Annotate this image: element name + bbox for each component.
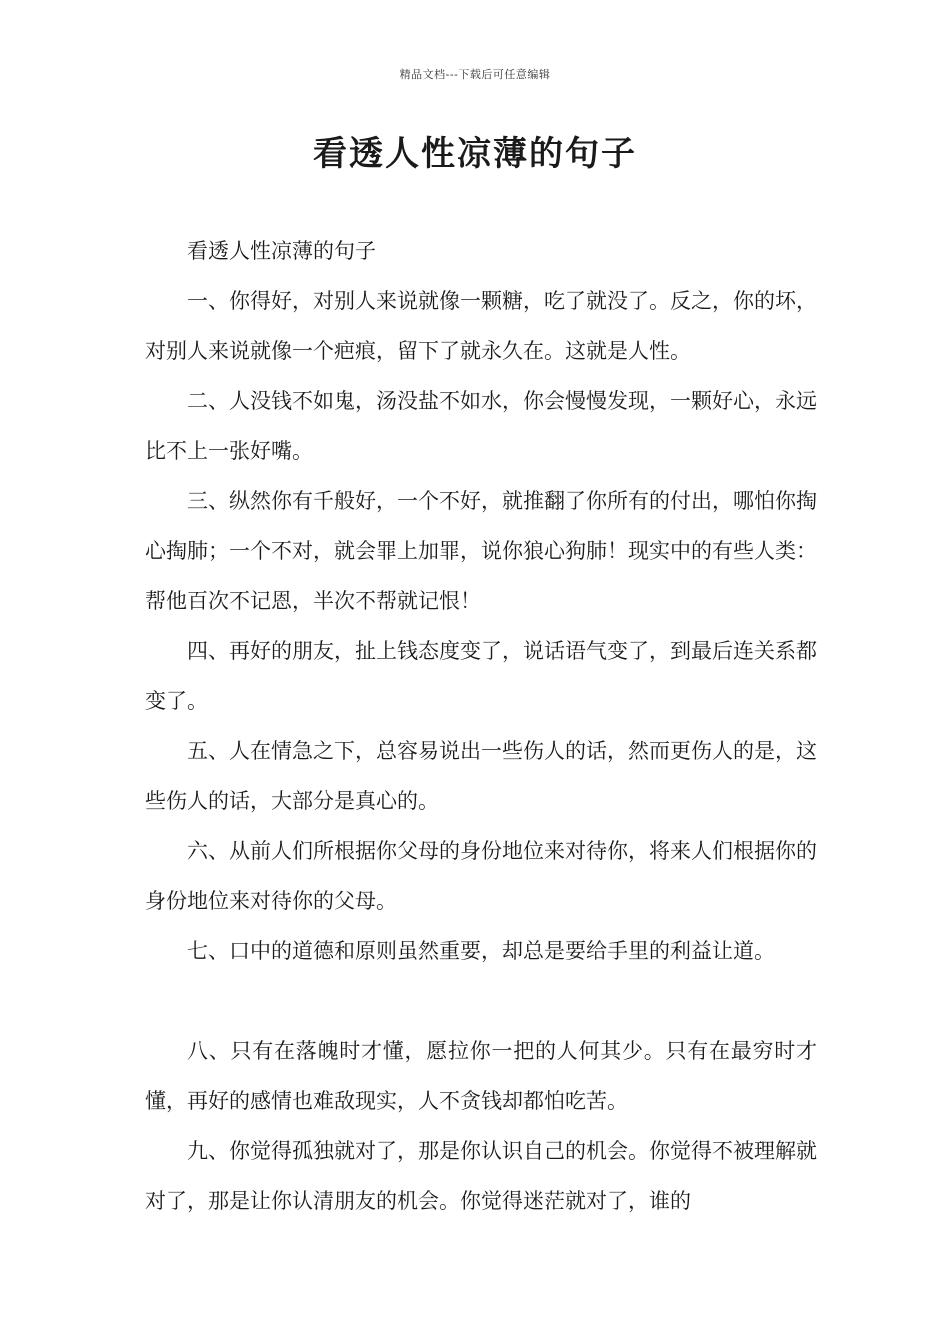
paragraph-2: 二、人没钱不如鬼，汤没盐不如水，你会慢慢发现，一颗好心，永远比不上一张好嘴。 — [145, 389, 817, 463]
paragraph-9: 九、你觉得孤独就对了，那是你认识自己的机会。你觉得不被理解就对了，那是让你认清朋友的机会。你觉得迷茫就对了，谁的 — [145, 1139, 817, 1213]
paragraph-4: 四、再好的朋友，扯上钱态度变了，说话语气变了，到最后连关系都变了。 — [145, 639, 817, 713]
paragraph-3: 三、纵然你有千般好，一个不好，就推翻了你所有的付出，哪怕你掏心掏肺；一个不对，就会罪上加罪，说你狼心狗肺！现实中的有些人类：帮他百次不记恩，半次不帮就记恨！ — [145, 489, 817, 613]
paragraph-1: 一、你得好，对别人来说就像一颗糖，吃了就没了。反之，你的坏，对别人来说就像一个疤痕，留下了就永久在。这就是人性。 — [145, 289, 817, 363]
paragraph-8: 八、只有在落魄时才懂，愿拉你一把的人何其少。只有在最穷时才懂，再好的感情也难敌现实，人不贪钱却都怕吃苦。 — [145, 1039, 817, 1113]
paragraph-gap — [145, 976, 817, 1026]
document-body — [145, 226, 817, 1226]
paragraph-intro: 看透人性凉薄的句子 — [187, 239, 376, 263]
paragraph-5: 五、人在情急之下，总容易说出一些伤人的话，然而更伤人的是，这些伤人的话，大部分是真心的。 — [145, 739, 817, 813]
paragraph-6: 六、从前人们所根据你父母的身份地位来对待你，将来人们根据你的身份地位来对待你的父母。 — [145, 839, 817, 913]
header-note: 精品文档---下载后可任意编辑 — [399, 68, 551, 81]
document-title: 看透人性凉薄的句子 — [313, 134, 637, 174]
paragraph-7: 七、口中的道德和原则虽然重要，却总是要给手里的利益让道。 — [187, 939, 775, 963]
